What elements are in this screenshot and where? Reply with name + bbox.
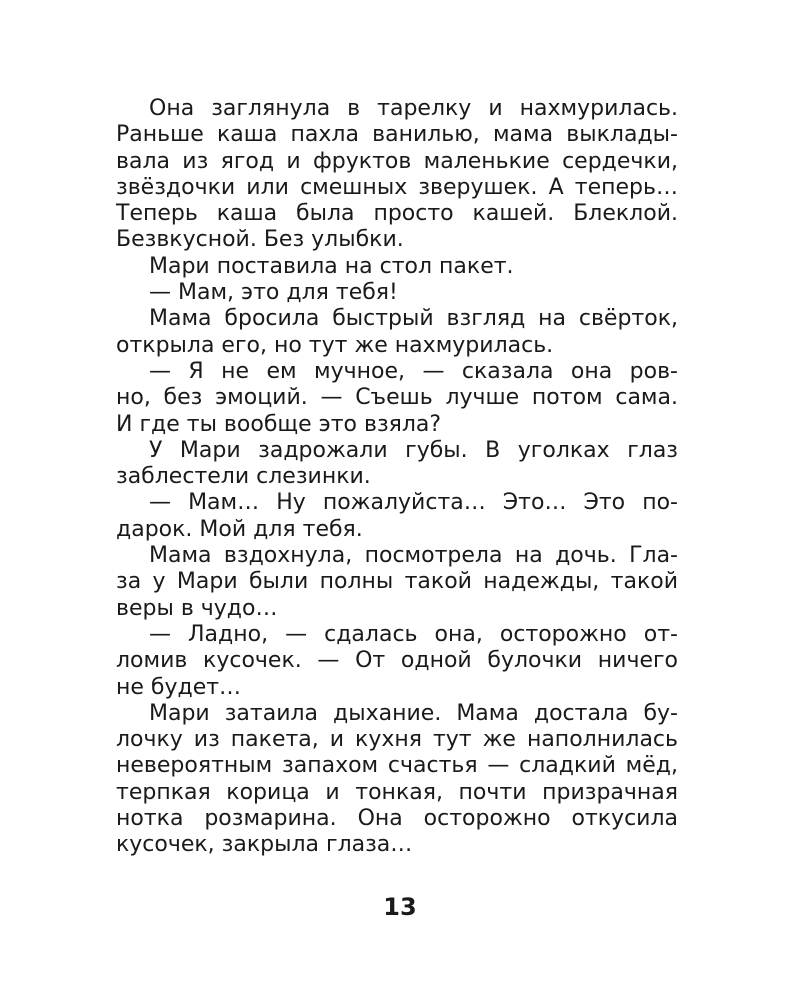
text-line: но, без эмоций. — Съешь лучше потом сама. — [116, 385, 678, 411]
text-line: — Ладно, — сдалась она, осторожно от- — [149, 621, 678, 647]
text-line: Мама вздохнула, посмотрела на дочь. Гла- — [149, 543, 678, 569]
paragraph — [116, 438, 678, 491]
text-line: не будет… — [116, 674, 242, 700]
text-line: ломив кусочек. — От одной булочки ничего — [116, 648, 678, 674]
text-line: кусочек, закрыла глаза… — [116, 832, 413, 858]
paragraph — [116, 622, 678, 701]
text-line: открыла его, но тут же нахмурилась. — [116, 332, 554, 358]
page-number: 13 — [383, 893, 417, 921]
text-line: — Мам… Ну пожалуйста… Это… Это по- — [149, 490, 678, 516]
text-line: звёздочки или смешных зверушек. А теперь… — [116, 174, 678, 200]
text-line: — Я не ем мучное, — сказала она ров- — [149, 358, 678, 384]
text-line: невероятным запахом счастья — сладкий мёд, — [116, 753, 678, 779]
text-line: Теперь каша была просто кашей. Блеклой. — [116, 201, 678, 227]
text-line: У Мари задрожали губы. В уголках глаз — [149, 437, 678, 463]
text-line: И где ты вообще это взяла? — [116, 411, 442, 437]
text-line: терпкая корица и тонкая, почти призрачная — [116, 779, 678, 805]
text-line: заблестели слезинки. — [116, 464, 371, 490]
paragraph — [116, 359, 678, 438]
paragraph — [116, 701, 678, 859]
text-line: нотка розмарина. Она осторожно откусила — [116, 806, 678, 832]
text-line: Безвкусной. Без улыбки. — [116, 227, 404, 253]
body-text — [116, 96, 678, 859]
paragraph — [116, 280, 678, 306]
paragraph — [116, 490, 678, 543]
text-line: веры в чудо… — [116, 595, 278, 621]
text-line: Она заглянула в тарелку и нахмурилась. — [149, 96, 678, 121]
text-line: лочку из пакета, и кухня тут же наполнилась — [116, 727, 678, 753]
text-line: Мама бросила быстрый взгляд на свёрток, — [149, 306, 678, 332]
text-line: вала из ягод и фруктов маленькие сердечки, — [116, 148, 678, 174]
paragraph — [116, 254, 678, 280]
text-line: за у Мари были полны такой надежды, такой — [116, 569, 678, 595]
paragraph — [116, 306, 678, 359]
text-line: Раньше каша пахла ванилью, мама выклады- — [116, 122, 678, 148]
paragraph — [116, 96, 678, 254]
text-line: Мари затаила дыхание. Мама достала бу- — [149, 700, 678, 726]
text-line: — Мам, это для тебя! — [149, 280, 398, 306]
text-line: дарок. Мой для тебя. — [116, 516, 363, 542]
text-line: Мари поставила на стол пакет. — [149, 253, 514, 279]
paragraph — [116, 543, 678, 622]
